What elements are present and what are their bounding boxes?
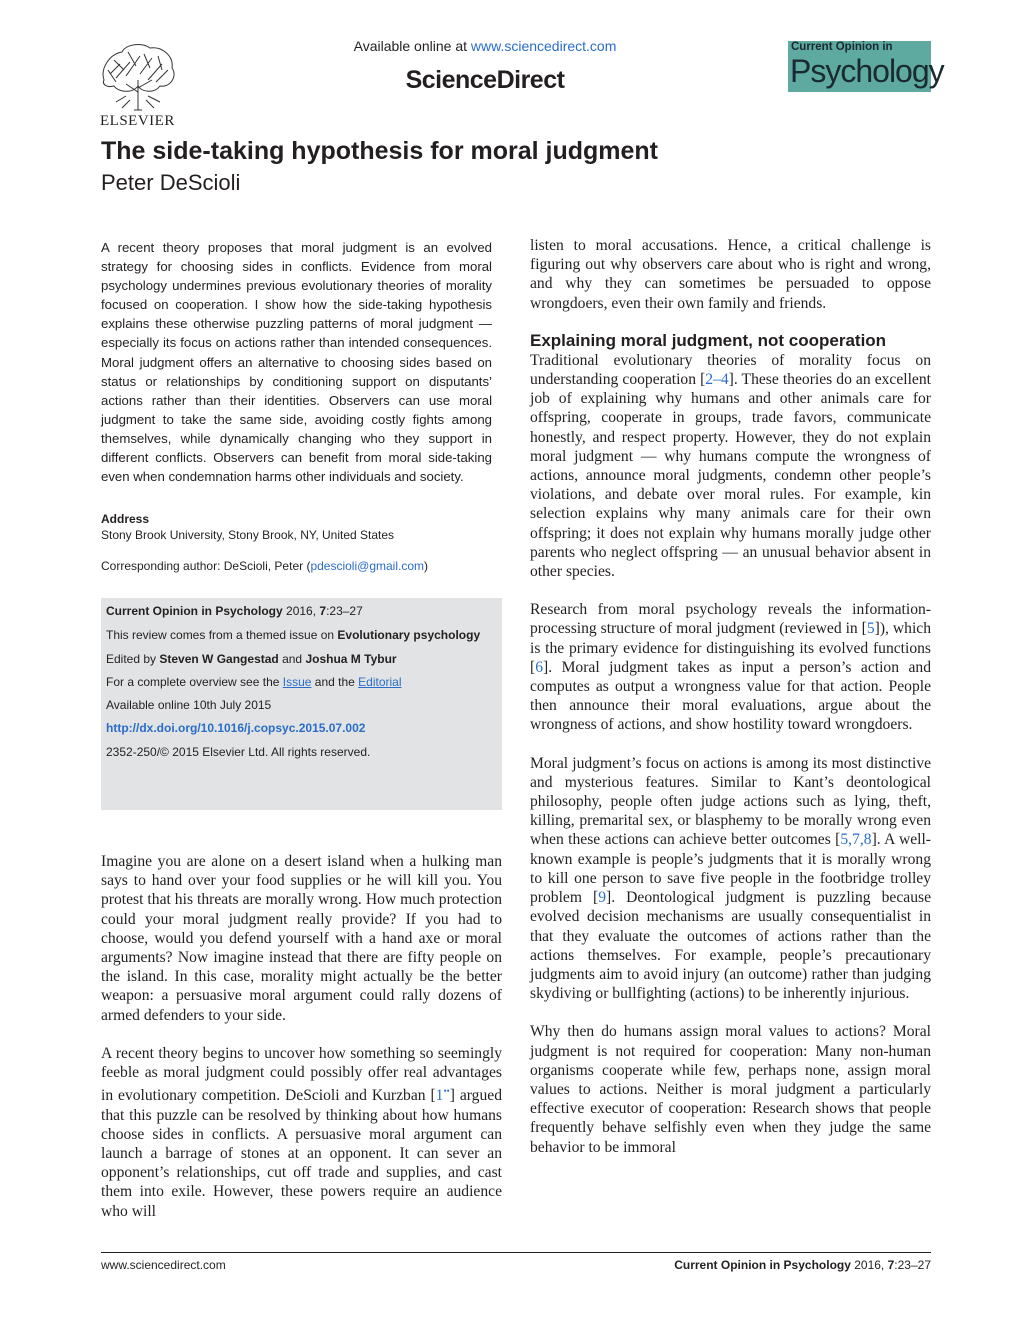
- footer-pages: :23–27: [894, 1258, 931, 1272]
- body-paragraph: [530, 754, 931, 1004]
- body-paragraph: Imagine you are alone on a desert island when a hulking man says to hand over your food supplies or he will kill you. You protest that his threats are morally wrong. How much protection could your moral judgment really provide? If you had to choose, would you defend yourself with a hand axe or moral arguments? Now imagine instead that there are fifty people on the island. In this case, morality might actually be the better weapon: a persuasive moral argument could rally dozens of armed defenders to your side.: [101, 853, 502, 1024]
- body-text: ]. Deontological judgment is puzzling because evolved decision mechanisms are usually consequentialist in that they evaluate the outcomes of actions rather than the actions themselves. For example, people’s precautionary judgments aim to avoid injury (an outcome) rather than judging skydiving or bullfighting (actions) to be inherently injurious.: [530, 889, 931, 1003]
- body-paragraph: Why then do humans assign moral values to actions? Moral judgment is not required for cooperation: Many non-human organisms cooperate while few, perhaps none, assign moral values to actions. Neither is moral judgment a particularly effective executor of cooperation: Research shows that people frequently behave selfishly even when they judge the same behavior to be immoral: [530, 1023, 931, 1156]
- info-edited-prefix: Edited by: [106, 652, 160, 666]
- body-text: ]. These theories do an excellent job of explaining why humans and other animals care for offspring, cooperate in groups, trade favors, communicate honestly, and respect property. However, they do not explain moral judgment — why humans compute the wrongness of actions, announce moral judgments, condemn other people’s violations, and debate over moral rules. For example, kin selection explains why many animals care for their own offspring; it does not explain why humans morally judge other parents who neglect offspring — an unusual behavior absent in other species.: [530, 371, 931, 581]
- info-citation: [106, 604, 363, 618]
- body-text: A recent theory begins to uncover how something so seemingly feeble as moral judgment could possibly offer real advantages in evolutionary competition. DeScioli and Kurzban [: [101, 1044, 502, 1105]
- info-editor-2: Joshua M Tybur: [305, 652, 397, 666]
- info-edited-by: [106, 652, 397, 666]
- citation-marker: ••: [443, 1086, 450, 1097]
- info-pages: :23–27: [326, 604, 363, 618]
- citation-link[interactable]: 5: [866, 620, 875, 638]
- body-left-column: [101, 852, 502, 1221]
- journal-badge: [788, 41, 944, 92]
- journal-badge-big: Psychology: [790, 53, 944, 89]
- sciencedirect-link[interactable]: www.sciencedirect.com: [470, 38, 617, 54]
- info-edited-and: and: [278, 652, 306, 666]
- section-heading: Explaining moral judgment, not cooperation: [530, 330, 887, 350]
- footer-citation: [600, 1258, 931, 1272]
- article-title: The side-taking hypothesis for moral judgment: [101, 137, 659, 165]
- article-info-box: [101, 598, 502, 810]
- issue-link[interactable]: Issue: [282, 675, 312, 689]
- info-editor-1: Steven W Gangestad: [159, 652, 279, 666]
- body-text: Research from moral psychology reveals the information-processing structure of moral judgment (reviewed in [: [530, 601, 931, 638]
- citation-link[interactable]: 2–4: [705, 371, 729, 389]
- footer-journal: Current Opinion in Psychology: [674, 1258, 851, 1272]
- corresponding-author: [101, 559, 428, 573]
- info-overview: [106, 675, 402, 689]
- body-text: Moral judgment’s focus on actions is among its most distinctive and mysterious features. Similar to Kant’s deontological philosophy, people often judge actions such as lying, theft, killing, premarital sex, or blasphemy to be morally wrong even when these actions can achieve better outcomes [: [530, 754, 931, 849]
- body-text: Traditional evolutionary theories of morality focus on understanding cooperation [: [530, 351, 931, 389]
- info-overview-prefix: For a complete overview see the: [106, 675, 283, 689]
- info-volume: 7: [319, 604, 327, 618]
- publisher-logo-word: ELSEVIER: [100, 113, 175, 129]
- body-paragraph: [530, 600, 931, 734]
- address-text: Stony Brook University, Stony Brook, NY, United States: [101, 528, 395, 542]
- info-copyright: 2352-250/© 2015 Elsevier Ltd. All rights reserved.: [106, 745, 371, 759]
- citation-link[interactable]: 6: [535, 658, 543, 676]
- info-themed-prefix: This review comes from a themed issue on: [106, 628, 338, 642]
- article-author: Peter DeScioli: [101, 170, 241, 195]
- doi-link[interactable]: http://dx.doi.org/10.1016/j.copsyc.2015.07.002: [106, 721, 366, 735]
- body-right-column: [530, 236, 931, 1157]
- footer-year: 2016,: [850, 1258, 888, 1272]
- corresponding-prefix: Corresponding author: DeScioli, Peter (: [101, 559, 311, 573]
- abstract-text: A recent theory proposes that moral judgment is an evolved strategy for choosing sides in conflicts. Evidence from moral psychology undermines previous evolutionary theories of morality focused on cooperation. I show how the side-taking hypothesis explains these otherwise puzzling patterns of moral judgment — especially its focus on actions rather than intended consequences. Moral judgment offers an alternative to choosing sides based on status or relationships by conditioning support on disputants’ actions rather than their identities. Observers can use moral judgment to take the same side, avoiding costly fights among themselves, while dynamically changing who they support in different conflicts. Observers can benefit from moral side-taking even when condemnation harms other individuals and society.: [101, 240, 492, 485]
- body-text: ]. Moral judgment takes as input a person’s action and computes as output a wrongness value for that action. People then announce their moral evaluations, argue about the wrongness of actions, and show hostility toward wrongdoers.: [530, 658, 931, 734]
- available-online-line: [300, 38, 670, 54]
- info-year: 2016,: [282, 604, 320, 618]
- sciencedirect-brand: ScienceDirect: [405, 66, 565, 94]
- body-text: ]. A well-known example is people’s judgments that it is morally wrong to kill one person to save five people in the footbridge trolley problem [: [530, 831, 931, 907]
- corresponding-email-link[interactable]: pdescioli@gmail.com: [310, 559, 424, 573]
- footer-site: www.sciencedirect.com: [101, 1258, 226, 1272]
- corresponding-suffix: ): [424, 559, 428, 573]
- body-paragraph: listen to moral accusations. Hence, a critical challenge is figuring out why observers care about who is right and wrong, and why they can sometimes be persuaded to oppose wrongdoers, even their own family and friends.: [530, 237, 931, 312]
- info-available-online: Available online 10th July 2015: [106, 698, 272, 712]
- citation-link[interactable]: 9: [598, 889, 606, 907]
- address-label: Address: [101, 512, 150, 526]
- info-journal: Current Opinion in Psychology: [106, 604, 283, 618]
- body-paragraph: [530, 351, 931, 581]
- body-paragraph: [101, 1044, 502, 1221]
- available-prefix: Available online at: [353, 38, 471, 54]
- journal-badge-top: Current Opinion in: [791, 41, 893, 53]
- citation-link[interactable]: 1: [435, 1087, 444, 1105]
- editorial-link[interactable]: Editorial: [358, 675, 402, 689]
- info-themed-topic: Evolutionary psychology: [337, 628, 481, 642]
- info-overview-and: and the: [311, 675, 359, 689]
- info-doi: [106, 721, 365, 735]
- body-text: ]), which is the primary evidence for distinguishing its evolved functions [: [530, 620, 932, 676]
- citation-link[interactable]: 5,7,8: [840, 831, 872, 849]
- footer-volume: 7: [887, 1258, 895, 1272]
- body-text: ] argued that this puzzle can be resolved by thinking about how humans choose sides in conflicts. A persuasive moral argument can launch a barrage of stones at an opponent. It can sever an opponent’s relationships, cut off trade and supplies, and cast them into exile. However, these powers require an audience who will: [101, 1087, 502, 1220]
- footer-rule: [101, 1252, 931, 1253]
- info-themed-issue: [106, 628, 480, 642]
